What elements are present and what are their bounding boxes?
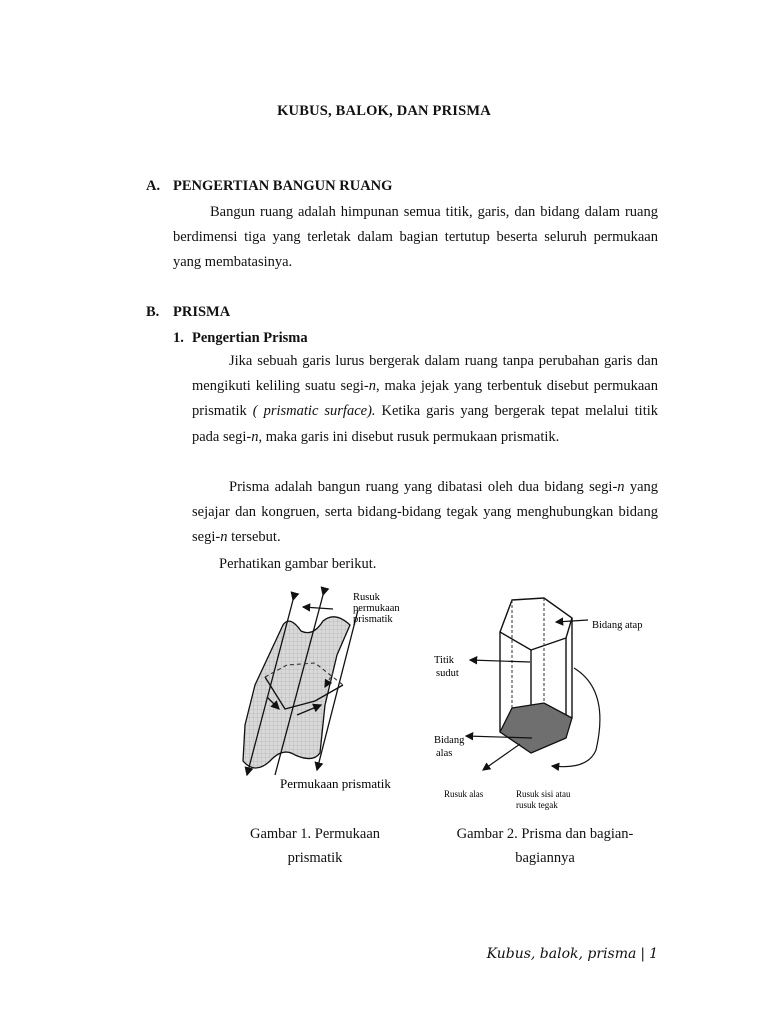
section-a-number: A. bbox=[146, 178, 161, 194]
titik-sudut-label-line2: sudut bbox=[436, 668, 459, 679]
rusuk-tegak-label-line1: Rusuk sisi atau bbox=[516, 789, 571, 799]
bidang-alas-label-line1: Bidang bbox=[434, 735, 465, 746]
figure-2-caption bbox=[440, 822, 650, 870]
titik-sudut-label-line1: Titik bbox=[434, 655, 455, 666]
subsection-1-heading bbox=[173, 330, 473, 350]
subsection-1-title: Pengertian Prisma bbox=[192, 330, 308, 346]
subsection-1-number: 1. bbox=[173, 330, 184, 346]
section-a-title: PENGERTIAN BANGUN RUANG bbox=[173, 178, 393, 194]
rusuk-label-line2: permukaan bbox=[353, 603, 400, 614]
figure-1-caption bbox=[225, 822, 405, 870]
section-b-title: PRISMA bbox=[173, 304, 231, 320]
footer-title: Kubus, balok, prisma bbox=[486, 946, 637, 962]
rusuk-label-line3: prismatik bbox=[353, 614, 393, 625]
base-face bbox=[500, 703, 572, 753]
rusuk-alas-label: Rusuk alas bbox=[444, 789, 484, 799]
figure-1-prismatic-surface bbox=[225, 585, 410, 800]
page-title: KUBUS, BALOK, DAN PRISMA bbox=[277, 103, 491, 119]
section-b-number: B. bbox=[146, 304, 160, 320]
section-b-heading bbox=[146, 304, 666, 324]
figure-1-caption-line2: prismatik bbox=[287, 850, 343, 866]
prisma-paragraph-1: Jika sebuah garis lurus bergerak dalam ruang tanpa perubahan garis dan mengikuti keliling suatu segi-n, maka jejak yang terbentuk disebut permukaan prismatik ( prismatic surface). Ketika garis yang bergerak tepat melalui titik pada segi-n, maka garis ini disebut rusuk permukaan prismatik. bbox=[192, 353, 659, 445]
figure-2-caption-line1: Gambar 2. Prisma dan bagian- bbox=[456, 826, 634, 842]
rusuk-tegak-label-line2: rusuk tegak bbox=[516, 800, 558, 810]
surface-label: Permukaan prismatik bbox=[280, 776, 391, 791]
figure-intro-text: Perhatikan gambar berikut. bbox=[219, 556, 377, 572]
bidang-alas-label-line2: alas bbox=[436, 748, 453, 759]
figure-1-caption-line1: Gambar 1. Permukaan bbox=[249, 826, 381, 842]
bidang-atap-label: Bidang atap bbox=[592, 620, 643, 631]
page-footer bbox=[487, 946, 658, 962]
figure-2-caption-line2: bagiannya bbox=[515, 850, 575, 866]
page-number: 1 bbox=[649, 946, 658, 962]
footer-separator: | bbox=[640, 946, 646, 962]
section-a-heading bbox=[146, 178, 666, 198]
section-a-paragraph: Bangun ruang adalah himpunan semua titik, garis, dan bidang dalam ruang berdimensi tiga yang terletak dalam bagian tertutup beserta seluruh permukaan yang membatasinya. bbox=[173, 204, 658, 271]
rusuk-label-line1: Rusuk bbox=[353, 592, 380, 603]
prisma-paragraph-2: Prisma adalah bangun ruang yang dibatasi oleh dua bidang segi-n yang sejajar dan kongruen, serta bidang-bidang tegak yang menghubungkan bidang segi-n tersebut. bbox=[192, 479, 659, 546]
figure-2-prism-parts bbox=[428, 590, 653, 815]
